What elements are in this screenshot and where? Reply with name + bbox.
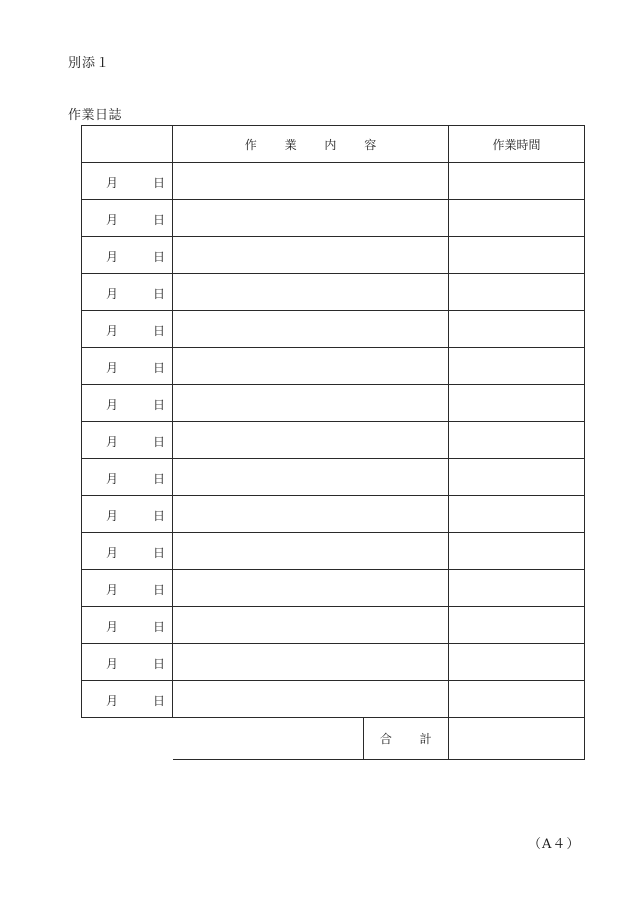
date-cell[interactable] (82, 311, 173, 348)
content-cell[interactable] (173, 274, 449, 311)
attachment-label: 別添１ (68, 56, 111, 71)
table-row (82, 274, 585, 311)
month-label: 月 (106, 694, 119, 708)
month-label: 月 (106, 472, 119, 486)
time-cell[interactable] (449, 163, 585, 200)
header-row (82, 126, 585, 163)
day-label: 日 (152, 398, 165, 412)
content-cell[interactable] (173, 570, 449, 607)
time-cell[interactable] (449, 459, 585, 496)
date-cell[interactable] (82, 348, 173, 385)
day-label: 日 (152, 546, 165, 560)
time-cell[interactable] (449, 422, 585, 459)
total-time-cell[interactable] (449, 718, 585, 760)
day-label: 日 (152, 657, 165, 671)
header-content-cell: 作 業 内 容 (173, 126, 449, 163)
content-cell[interactable] (173, 311, 449, 348)
content-cell[interactable] (173, 607, 449, 644)
content-cell[interactable] (173, 533, 449, 570)
total-label-wrap (173, 718, 449, 759)
total-label-cell (173, 718, 449, 760)
time-cell[interactable] (449, 607, 585, 644)
content-cell[interactable] (173, 422, 449, 459)
total-row (82, 718, 585, 760)
month-label: 月 (106, 398, 119, 412)
day-label: 日 (152, 250, 165, 264)
date-cell[interactable] (82, 385, 173, 422)
month-label: 月 (106, 583, 119, 597)
content-cell[interactable] (173, 681, 449, 718)
content-cell[interactable] (173, 237, 449, 274)
table-row (82, 459, 585, 496)
month-label: 月 (106, 250, 119, 264)
total-label: 合 計 (363, 718, 449, 759)
time-cell[interactable] (449, 570, 585, 607)
table-row (82, 570, 585, 607)
time-cell[interactable] (449, 348, 585, 385)
total-spacer (173, 718, 363, 759)
date-cell[interactable] (82, 163, 173, 200)
month-label: 月 (106, 176, 119, 190)
time-cell[interactable] (449, 533, 585, 570)
content-cell[interactable] (173, 200, 449, 237)
time-cell[interactable] (449, 237, 585, 274)
day-label: 日 (152, 287, 165, 301)
day-label: 日 (152, 620, 165, 634)
table-row (82, 422, 585, 459)
header-time-cell: 作業時間 (449, 126, 585, 163)
time-cell[interactable] (449, 311, 585, 348)
day-label: 日 (152, 176, 165, 190)
time-cell[interactable] (449, 200, 585, 237)
document-title: 作業日誌 (68, 108, 123, 123)
month-label: 月 (106, 287, 119, 301)
date-cell[interactable] (82, 496, 173, 533)
content-cell[interactable] (173, 496, 449, 533)
content-cell[interactable] (173, 348, 449, 385)
paper-size-label: （A４） (528, 837, 581, 852)
day-label: 日 (152, 694, 165, 708)
time-cell[interactable] (449, 496, 585, 533)
day-label: 日 (152, 583, 165, 597)
date-cell[interactable] (82, 200, 173, 237)
content-cell[interactable] (173, 644, 449, 681)
table-row (82, 607, 585, 644)
month-label: 月 (106, 620, 119, 634)
table-row (82, 644, 585, 681)
table-row (82, 311, 585, 348)
month-label: 月 (106, 324, 119, 338)
date-cell[interactable] (82, 533, 173, 570)
table-row (82, 496, 585, 533)
date-cell[interactable] (82, 607, 173, 644)
month-label: 月 (106, 213, 119, 227)
table-row (82, 163, 585, 200)
day-label: 日 (152, 361, 165, 375)
table-row (82, 681, 585, 718)
day-label: 日 (152, 213, 165, 227)
date-cell[interactable] (82, 422, 173, 459)
content-cell[interactable] (173, 459, 449, 496)
time-cell[interactable] (449, 385, 585, 422)
date-cell[interactable] (82, 459, 173, 496)
table-row (82, 533, 585, 570)
header-date-cell (82, 126, 173, 163)
day-label: 日 (152, 509, 165, 523)
day-label: 日 (152, 324, 165, 338)
time-cell[interactable] (449, 681, 585, 718)
time-cell[interactable] (449, 274, 585, 311)
table-row (82, 385, 585, 422)
month-label: 月 (106, 546, 119, 560)
day-label: 日 (152, 435, 165, 449)
month-label: 月 (106, 657, 119, 671)
content-cell[interactable] (173, 385, 449, 422)
day-label: 日 (152, 472, 165, 486)
time-cell[interactable] (449, 644, 585, 681)
total-blank-cell (82, 718, 173, 760)
date-cell[interactable] (82, 274, 173, 311)
table-row (82, 237, 585, 274)
month-label: 月 (106, 435, 119, 449)
date-cell[interactable] (82, 237, 173, 274)
date-cell[interactable] (82, 681, 173, 718)
work-log-table (81, 125, 585, 760)
month-label: 月 (106, 509, 119, 523)
table-row (82, 348, 585, 385)
date-cell[interactable] (82, 644, 173, 681)
date-cell[interactable] (82, 570, 173, 607)
content-cell[interactable] (173, 163, 449, 200)
table-row (82, 200, 585, 237)
month-label: 月 (106, 361, 119, 375)
